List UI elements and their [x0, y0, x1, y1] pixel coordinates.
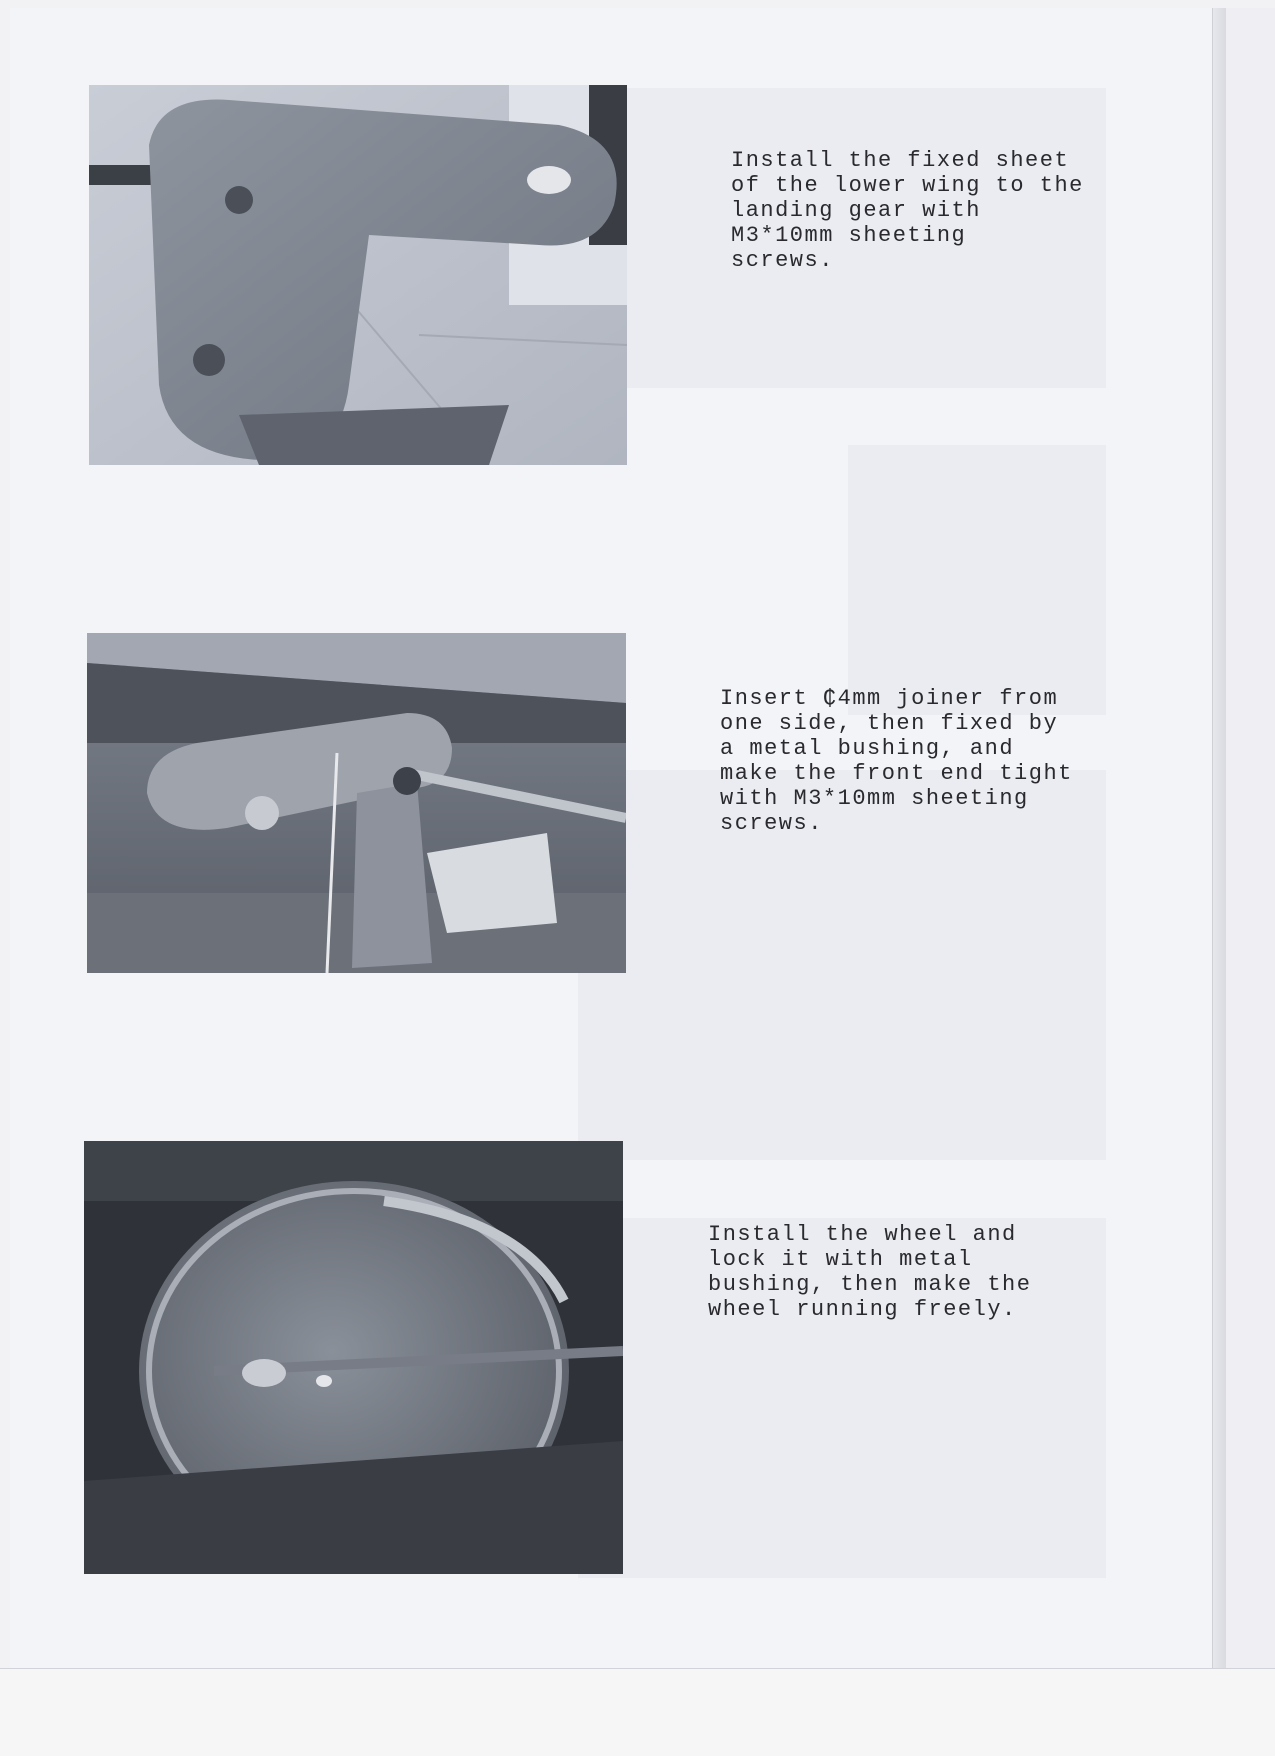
scan-bottom-margin: [0, 1668, 1275, 1756]
step-2-caption: Insert ₵4mm joiner from one side, then fixed by a metal bushing, and make the front end tight with M3*10mm sheeting screws.: [720, 686, 1073, 836]
step-1-caption: Install the fixed sheet of the lower wing to the landing gear with M3*10mm sheeting screws.: [731, 148, 1084, 273]
landing-gear-bracket-photo: [89, 85, 627, 465]
wing-joiner-photo: [87, 633, 626, 973]
page-spine: [1212, 8, 1227, 1668]
wheel-photo: [84, 1141, 623, 1574]
facing-page-edge: [1226, 8, 1275, 1668]
step-3-caption: Install the wheel and lock it with metal bushing, then make the wheel running freely.: [708, 1222, 1032, 1322]
show-through-block: [848, 445, 1106, 715]
